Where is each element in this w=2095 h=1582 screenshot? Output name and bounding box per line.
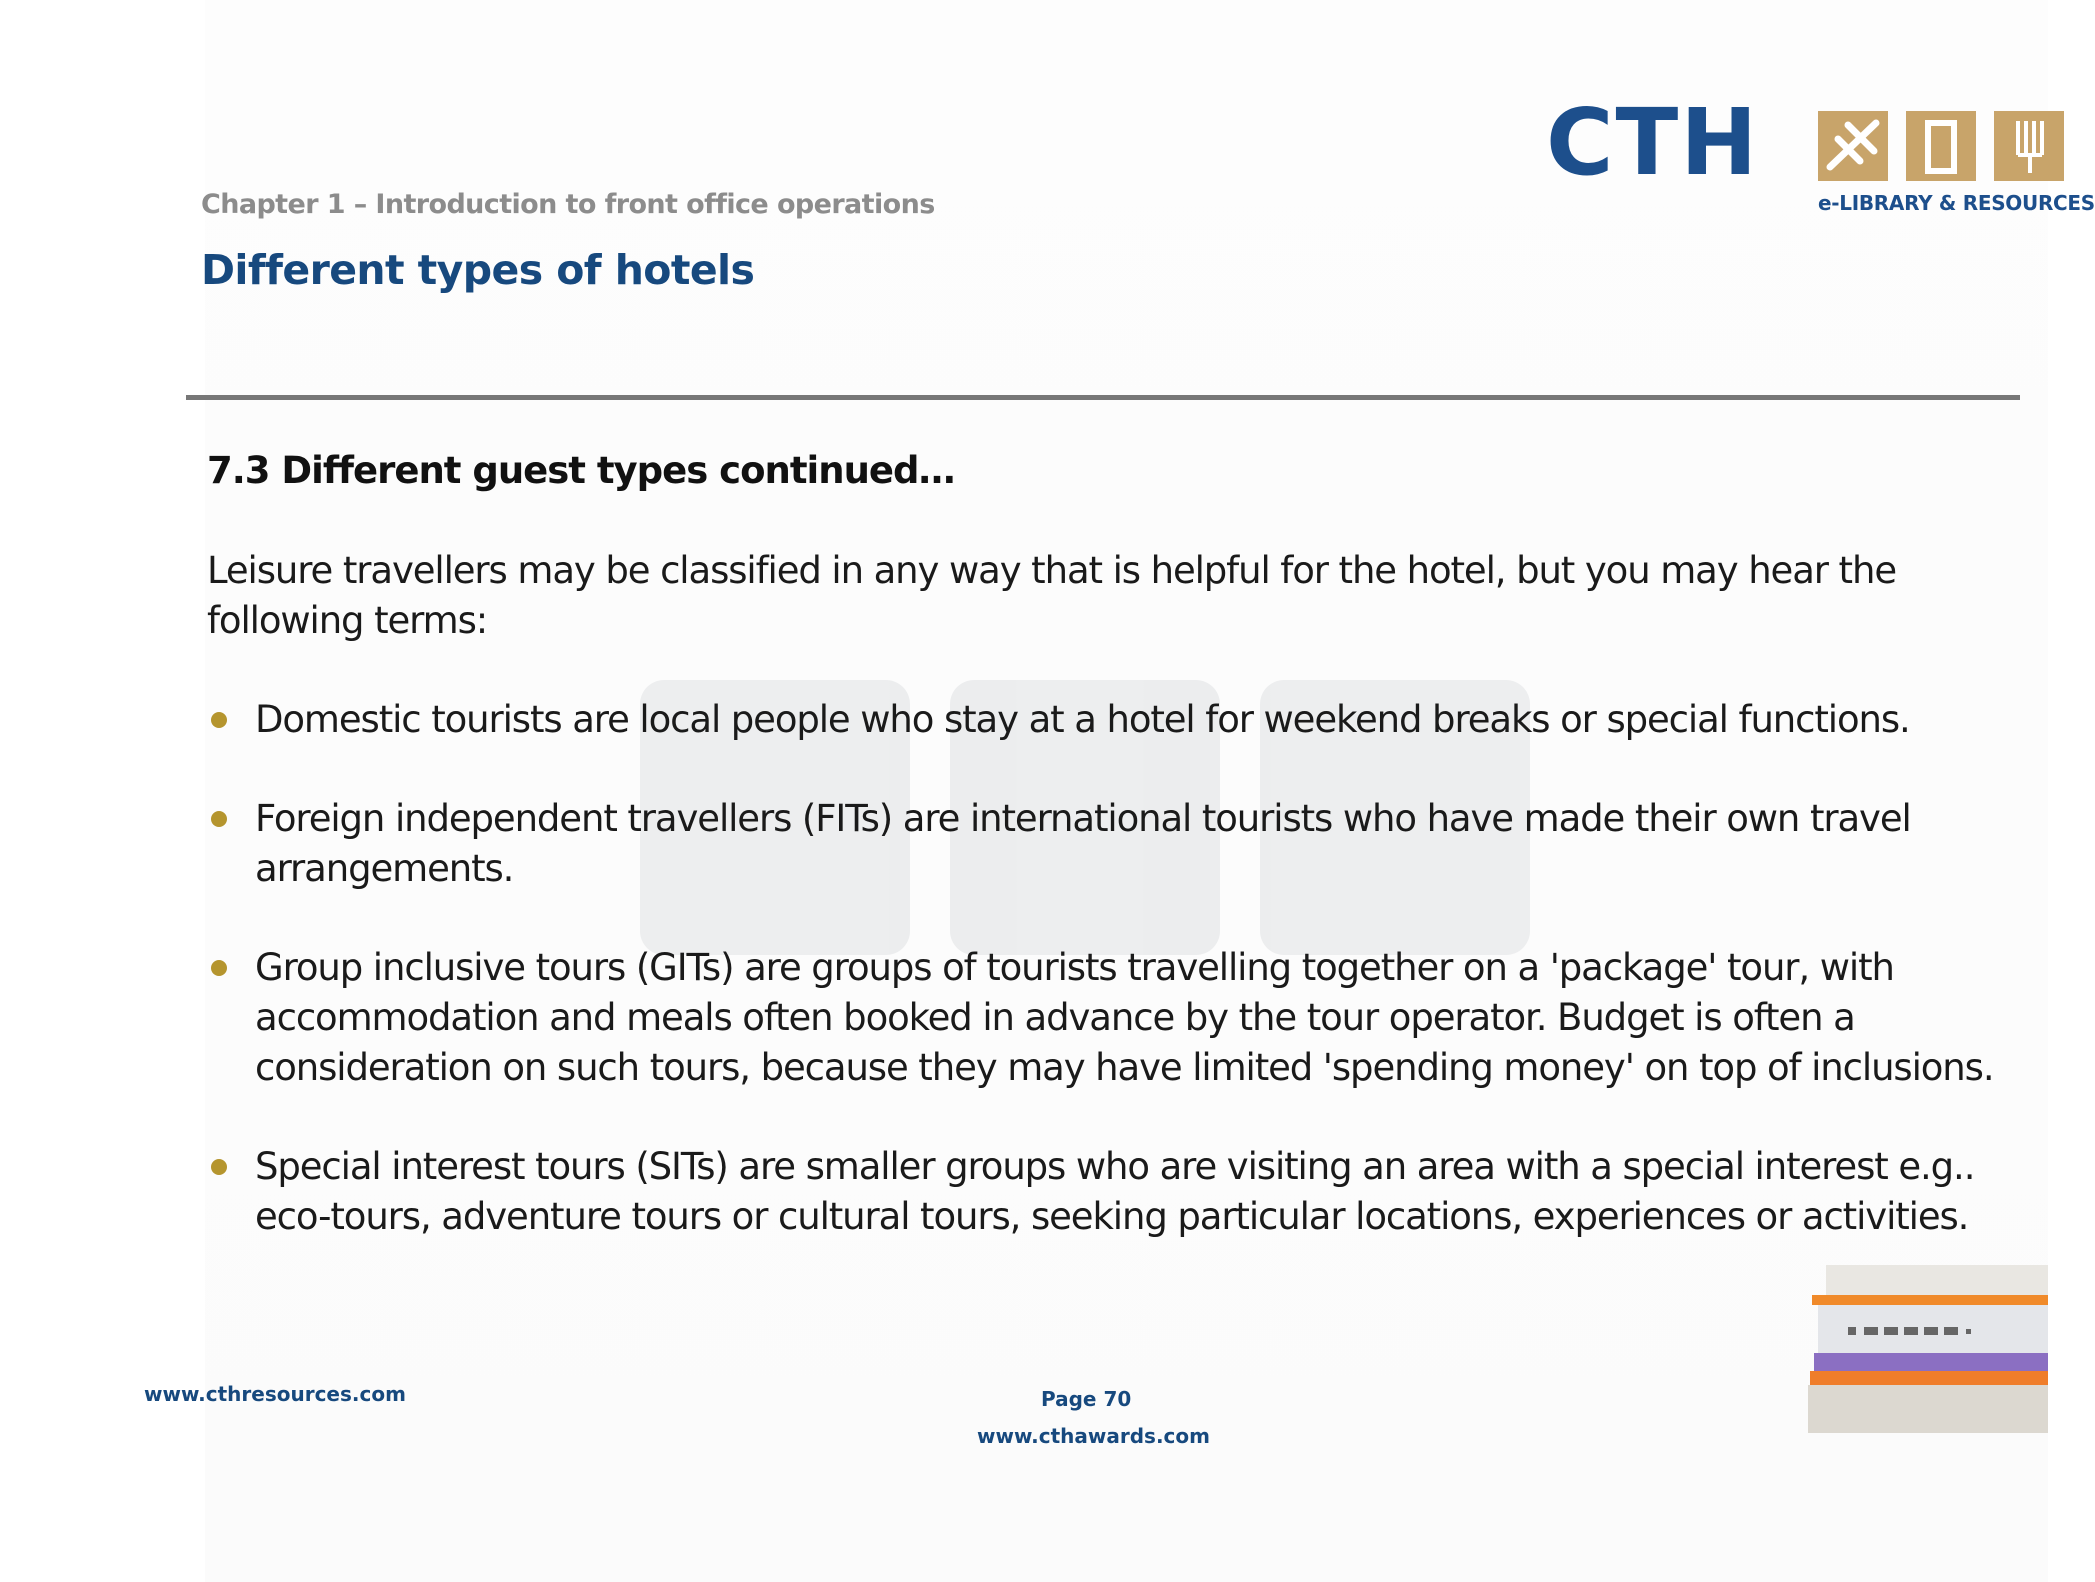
door-icon bbox=[1906, 111, 1976, 181]
list-item bbox=[207, 695, 2007, 745]
intro-paragraph: Leisure travellers may be classified in any way that is helpful for the hotel, but you may hear the following terms: bbox=[207, 549, 1896, 642]
list-item bbox=[207, 794, 2007, 894]
plane-icon bbox=[1818, 111, 1888, 181]
cth-logo bbox=[1546, 89, 2095, 218]
books-stack-icon bbox=[1806, 1265, 2048, 1433]
list-item bbox=[207, 943, 2007, 1093]
page-number: Page 70 bbox=[1041, 1387, 1132, 1411]
bullet-icon bbox=[211, 811, 227, 827]
bullet-icon bbox=[211, 712, 227, 728]
guest-types-list bbox=[207, 695, 2007, 1242]
logo-wordmark: CTH bbox=[1546, 89, 1760, 196]
list-item-text: Domestic tourists are local people who stay at a hotel for weekend breaks or special functions. bbox=[255, 698, 1910, 741]
section-heading: 7.3 Different guest types continued… bbox=[207, 449, 955, 492]
logo-subtitle: e-LIBRARY & RESOURCES bbox=[1818, 191, 2095, 215]
bullet-icon bbox=[211, 960, 227, 976]
list-item-text: Group inclusive tours (GITs) are groups of tourists travelling together on a 'package' tour, with accommodation and meals often booked in advance by the tour operator. Budget is often a consideration on such tours, because they may have limited 'spending money' on top of inclusions. bbox=[255, 946, 1994, 1089]
fork-icon bbox=[1994, 111, 2064, 181]
chapter-label: Chapter 1 – Introduction to front office operations bbox=[201, 189, 935, 220]
list-item-text: Special interest tours (SITs) are smaller groups who are visiting an area with a special interest e.g.. eco-tours, adventure tours or cultural tours, seeking particular locations, experiences or activities. bbox=[255, 1145, 1975, 1238]
footer-awards-link[interactable]: www.cthawards.com bbox=[977, 1424, 1210, 1448]
list-item bbox=[207, 1142, 2007, 1242]
list-item-text: Foreign independent travellers (FITs) are international tourists who have made their own travel arrangements. bbox=[255, 797, 1911, 890]
header-divider bbox=[186, 395, 2020, 400]
footer-resources-link[interactable]: www.cthresources.com bbox=[144, 1382, 406, 1406]
page-title: Different types of hotels bbox=[201, 246, 755, 294]
bullet-icon bbox=[211, 1159, 227, 1175]
